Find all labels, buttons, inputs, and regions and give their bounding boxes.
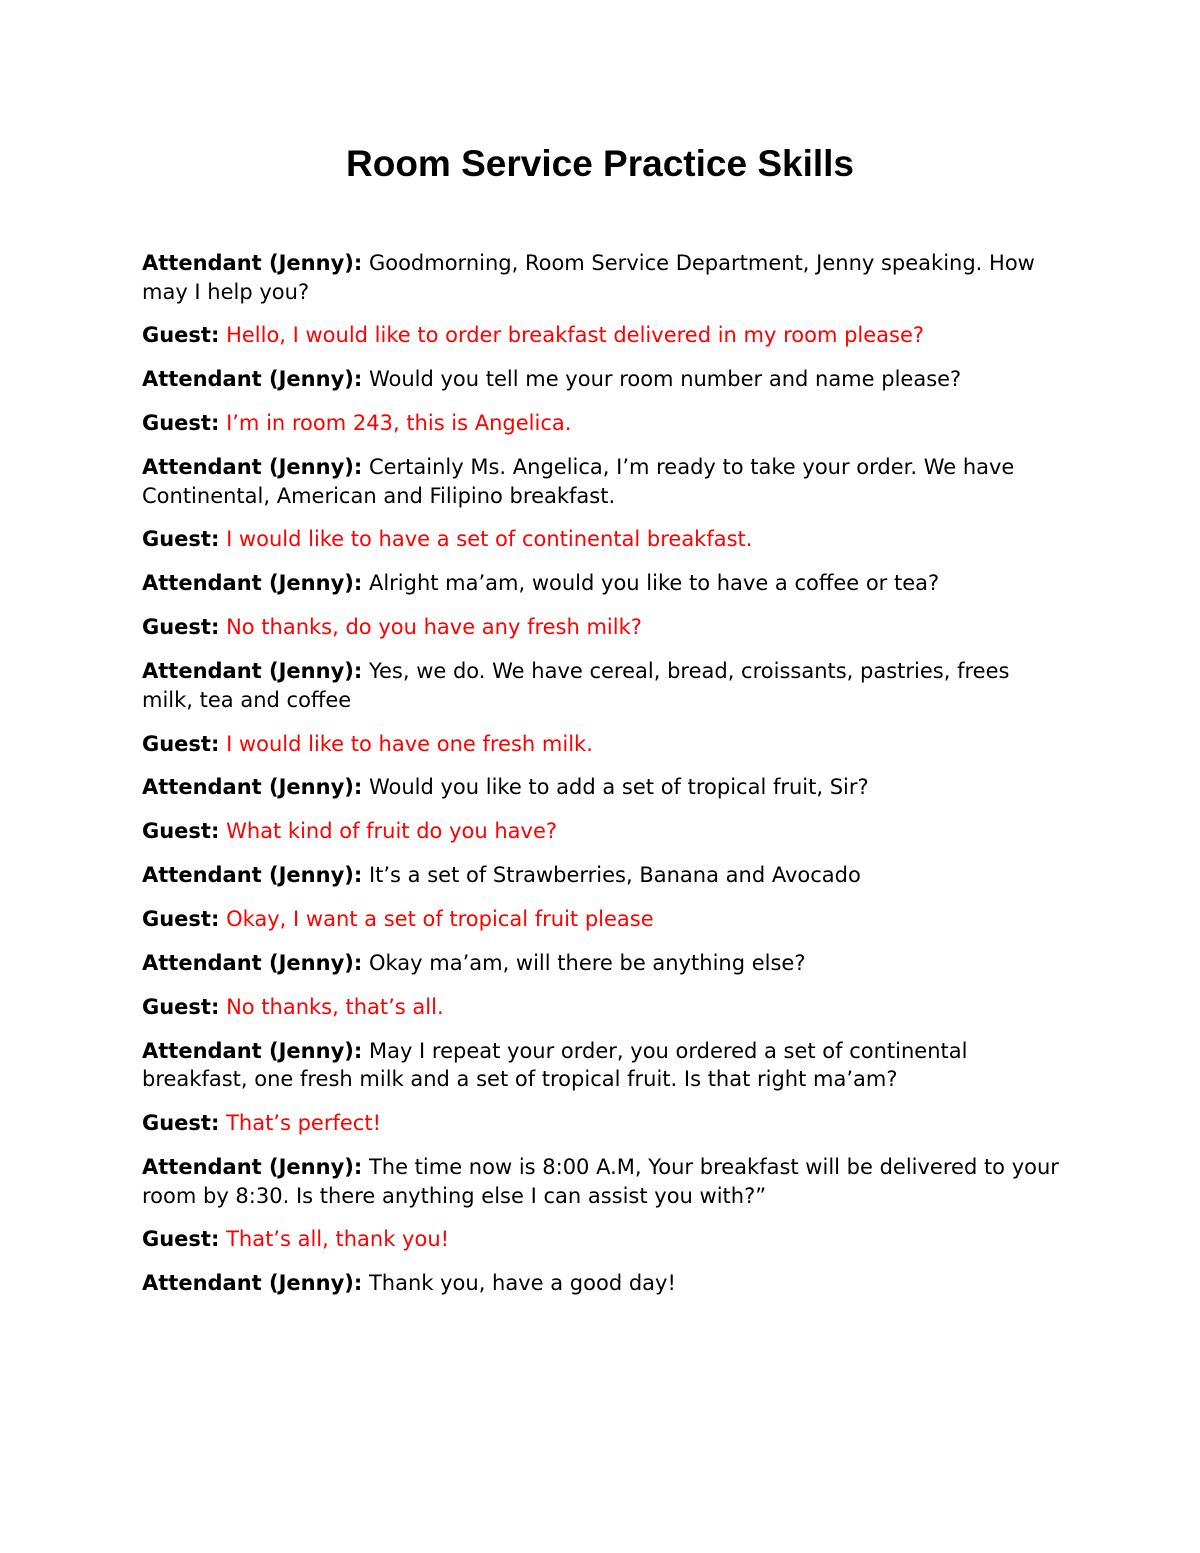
dialogue-line-guest (142, 817, 1062, 846)
guest-utterance: I would like to have a set of continental breakfast. (226, 527, 753, 552)
attendant-utterance: Alright ma’am, would you like to have a coffee or tea? (368, 571, 940, 596)
dialogue-line-guest (142, 409, 1062, 438)
attendant-utterance: It’s a set of Strawberries, Banana and Avocado (368, 863, 861, 888)
speaker-label: Guest: (142, 731, 220, 756)
guest-utterance: No thanks, that’s all. (226, 994, 444, 1019)
attendant-utterance: Okay ma’am, will there be anything else? (368, 950, 806, 975)
dialogue-line-attendant (142, 569, 1062, 598)
dialogue-line-guest (142, 1109, 1062, 1138)
speaker-label: Guest: (142, 615, 220, 640)
dialogue-line-guest (142, 1225, 1062, 1254)
speaker-label: Attendant (Jenny): (142, 950, 363, 975)
attendant-utterance: Would you tell me your room number and name please? (368, 367, 962, 392)
attendant-utterance: Would you like to add a set of tropical fruit, Sir? (368, 775, 869, 800)
speaker-label: Attendant (Jenny): (142, 659, 363, 684)
speaker-label: Guest: (142, 819, 220, 844)
attendant-utterance: Thank you, have a good day! (368, 1271, 676, 1296)
dialogue-line-attendant (142, 249, 1062, 306)
guest-utterance: That’s all, thank you! (226, 1227, 450, 1252)
speaker-label: Guest: (142, 907, 220, 932)
speaker-label: Attendant (Jenny): (142, 1038, 363, 1063)
dialogue-line-attendant (142, 657, 1062, 714)
speaker-label: Attendant (Jenny): (142, 571, 363, 596)
speaker-label: Guest: (142, 323, 220, 348)
attendant-utterance: May I repeat your order, you ordered a set of continental breakfast, one fresh milk and a set of tropical fruit. Is that right ma’am? (142, 1038, 968, 1092)
guest-utterance: What kind of fruit do you have? (226, 819, 558, 844)
speaker-label: Attendant (Jenny): (142, 1155, 363, 1180)
attendant-utterance: Goodmorning, Room Service Department, Jenny speaking. How may I help you? (142, 251, 1035, 304)
dialogue-line-attendant (142, 949, 1062, 978)
dialogue-line-attendant (142, 1269, 1062, 1298)
speaker-label: Attendant (Jenny): (142, 775, 363, 800)
attendant-utterance: Certainly Ms. Angelica, I’m ready to take your order. We have Continental, American and Filipino breakfast. (142, 455, 1015, 508)
dialogue-line-guest (142, 993, 1062, 1022)
guest-utterance: No thanks, do you have any fresh milk? (226, 615, 642, 640)
dialogue-line-attendant (142, 773, 1062, 802)
speaker-label: Guest: (142, 1227, 220, 1252)
dialogue-line-attendant (142, 861, 1062, 890)
dialogue-line-attendant (142, 453, 1062, 510)
dialogue-line-attendant (142, 1153, 1062, 1210)
dialogue-line-attendant (142, 1037, 1062, 1094)
guest-utterance: I’m in room 243, this is Angelica. (226, 411, 572, 436)
speaker-label: Guest: (142, 527, 220, 552)
speaker-label: Attendant (Jenny): (142, 863, 363, 888)
dialogue-line-guest (142, 905, 1062, 934)
guest-utterance: Okay, I want a set of tropical fruit please (226, 907, 654, 932)
guest-utterance: Hello, I would like to order breakfast delivered in my room please? (226, 323, 925, 348)
speaker-label: Guest: (142, 994, 220, 1019)
dialogue-line-attendant (142, 365, 1062, 394)
speaker-label: Attendant (Jenny): (142, 455, 363, 480)
speaker-label: Attendant (Jenny): (142, 251, 363, 275)
speaker-label: Guest: (142, 1111, 220, 1136)
speaker-label: Guest: (142, 411, 220, 436)
dialogue-line-guest (142, 321, 1062, 350)
dialogue-line-guest (142, 613, 1062, 642)
dialogue-line-guest (142, 730, 1062, 759)
page-title: Room Service Practice Skills (346, 143, 854, 184)
guest-utterance: That’s perfect! (226, 1111, 381, 1136)
attendant-utterance: The time now is 8:00 A.M, Your breakfast will be delivered to your room by 8:30. Is there anything else I can assist you with?” (142, 1155, 1059, 1208)
dialogue-line-guest (142, 525, 1062, 554)
attendant-utterance: Yes, we do. We have cereal, bread, croissants, pastries, frees milk, tea and coffee (142, 659, 1010, 712)
speaker-label: Attendant (Jenny): (142, 1271, 363, 1296)
speaker-label: Attendant (Jenny): (142, 367, 363, 392)
dialogue-list (142, 249, 1062, 1313)
guest-utterance: I would like to have one fresh milk. (226, 731, 593, 756)
